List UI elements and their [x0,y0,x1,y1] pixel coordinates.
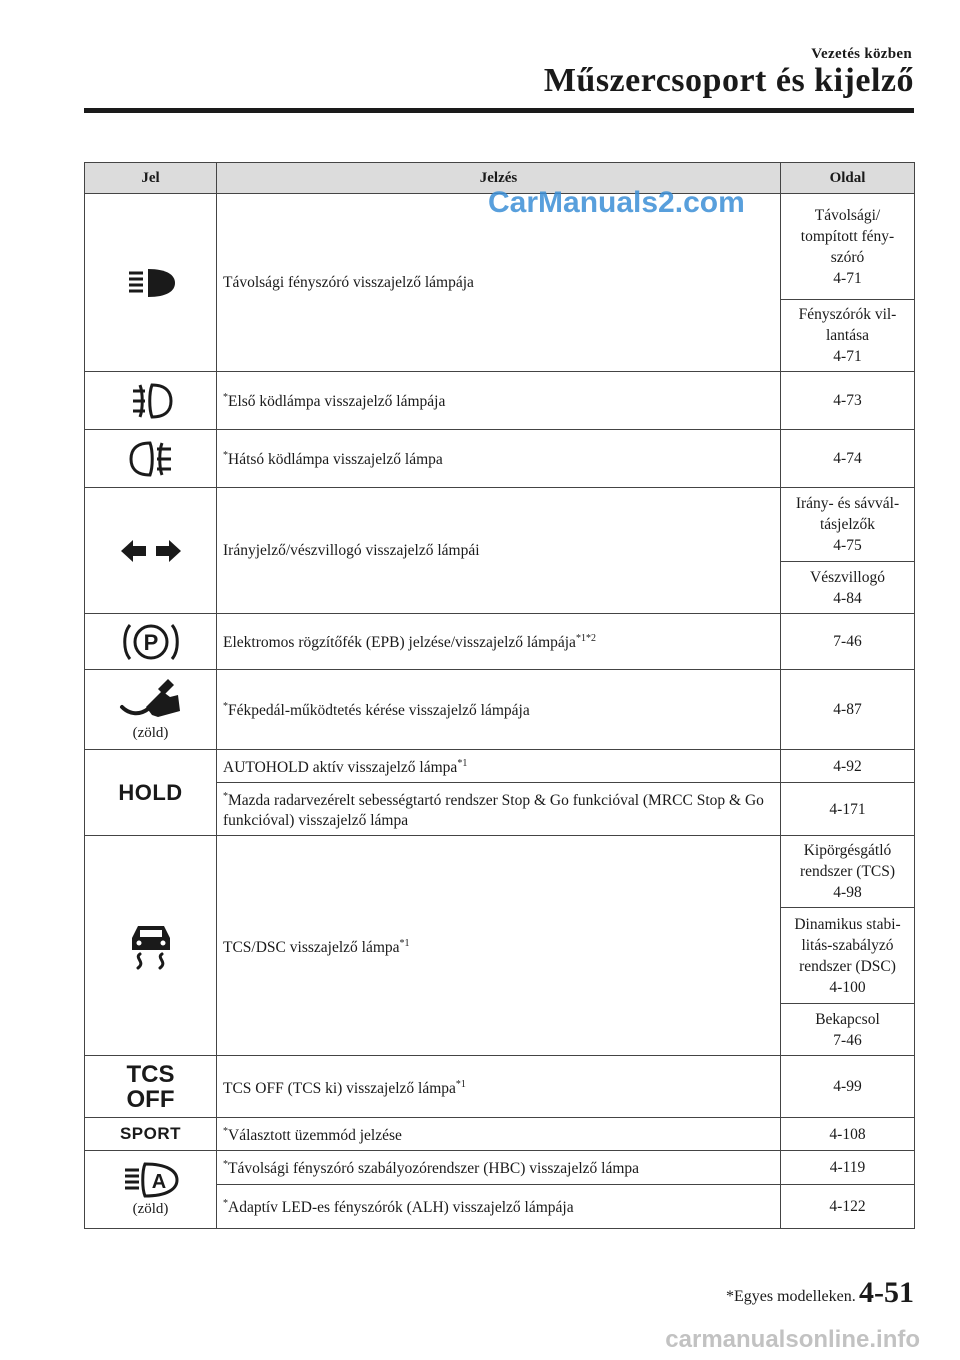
page-ref-line: Dinamikus stabi- [794,915,901,933]
page-cell [781,1184,915,1228]
description-text: TCS/DSC visszajelző lámpa [223,938,400,956]
description-cell [217,372,781,430]
page-ref-line: rendszer (DSC) [799,957,896,975]
description-cell [217,614,781,670]
color-label: (zöld) [132,725,169,741]
svg-text:A: A [151,1171,166,1194]
optional-marker: * [223,791,228,803]
page-cell [781,614,915,670]
page-cell [781,783,915,836]
section-title: Vezetés közben [811,46,912,62]
page-ref-number: 4-75 [833,537,862,554]
page-ref-number: 4-119 [829,1159,866,1177]
description-cell [217,488,781,614]
page-ref-number: 7-46 [833,633,862,650]
description-text: AUTOHOLD aktív visszajelző lámpa [223,759,458,777]
symbol-cell [85,670,217,750]
page-ref-line: tásjelzők [819,516,876,533]
description-cell [217,1151,781,1184]
symbol-cell [85,1151,217,1228]
brake-pedal-icon [118,677,184,723]
page-ref-line: Fényszórók vil- [798,306,897,323]
description-text: Távolsági fényszóró szabályozórendszer (HBC) visszajelző lámpa [228,1160,640,1178]
optional-marker: * [223,1198,228,1210]
svg-text:P: P [143,629,158,655]
table-row [85,750,915,783]
color-label: (zöld) [132,1201,169,1218]
footnote-marker: *1*2 [575,633,596,645]
hold-indicator-symbol: HOLD [118,779,183,805]
description-text: Első ködlámpa visszajelző lámpája [228,393,446,411]
page-number: 4-51 [859,1276,914,1309]
description-text: Hátsó ködlámpa visszajelző lámpa [228,451,443,469]
table-row [85,1118,915,1151]
footer-watermark: carmanualsonline.info [665,1326,920,1353]
page-cell [781,670,915,750]
table-row [85,836,915,908]
auto-high-beam-icon [121,1161,181,1199]
page-ref-number: 4-73 [833,392,862,409]
header-symbol: Jel [85,163,217,194]
turn-signal-icon [119,538,183,564]
indicator-table [84,162,915,1229]
description-cell [217,1118,781,1151]
page-ref-line: Bekapcsol [815,1010,880,1028]
page-ref-number: 4-74 [833,450,862,467]
page-cell [781,1004,915,1056]
description-cell [217,1184,781,1228]
symbol-cell [85,614,217,670]
tcs-off-symbol [127,1062,175,1112]
description-cell [217,1056,781,1118]
table-row [85,614,915,670]
rear-fog-icon [129,437,173,481]
page-ref-number: 4-98 [833,884,862,902]
page-cell [781,488,915,562]
description-cell [217,670,781,750]
description-cell [217,836,781,1056]
page-ref-line: litás-szabályzó [801,936,894,954]
page-cell [781,300,915,372]
description-text: Adaptív LED-es fényszórók (ALH) visszajelző lámpája [228,1199,574,1217]
symbol-cell [85,1118,217,1151]
description-cell [217,194,781,372]
page-ref-line: tompított fény- [800,227,895,245]
header-page: Oldal [781,163,915,194]
page-cell [781,908,915,1004]
description-cell [217,750,781,783]
off-symbol-line: OFF [126,1085,175,1113]
page-ref-number: 4-87 [833,701,862,718]
symbol-cell [85,372,217,430]
description-text: Fékpedál-működtetés kérése visszajelző lámpája [228,702,530,720]
table-row [85,1151,915,1184]
symbol-cell [85,430,217,488]
optional-marker: * [223,1126,228,1138]
page-ref-line: lantása [825,327,870,344]
table-row [85,670,915,750]
page-ref-number: 7-46 [833,1031,862,1049]
symbol-cell [85,750,217,836]
sport-mode-symbol: SPORT [119,1124,182,1144]
page-ref-line: szóró [830,248,865,266]
header-description: Jelzés [217,163,781,194]
page-ref-number: 4-100 [829,978,866,996]
footnote: *Egyes modelleken. [726,1288,856,1305]
parking-brake-icon [120,619,182,665]
page-ref-number: 4-171 [829,800,866,818]
optional-marker: * [223,392,228,404]
page-ref-line: Vészvillogó [810,568,885,586]
page-ref-number: 4-99 [833,1078,862,1096]
header-rule [84,108,914,113]
page-ref-line: Irány- és sávvál- [795,495,900,512]
optional-marker: * [223,701,228,713]
description-cell [217,430,781,488]
description-cell [217,783,781,836]
page-cell [781,562,915,614]
page-title: Műszercsoport és kijelző [543,62,914,99]
optional-marker: * [223,450,228,462]
table-row [85,488,915,562]
description-text: TCS OFF (TCS ki) visszajelző lámpa [223,1079,456,1097]
optional-marker: * [223,1159,228,1171]
page-ref-number: 4-108 [829,1125,866,1143]
page-ref-line: Kipörgésgátló [803,842,892,860]
symbol-cell [85,194,217,372]
footnote-marker: *1 [399,937,410,949]
symbol-cell [85,836,217,1056]
page-cell [781,1151,915,1184]
table-row [85,372,915,430]
page-ref-number: 4-71 [833,269,862,287]
page-cell [781,836,915,908]
page-ref-number: 4-84 [833,589,862,607]
page-cell [781,194,915,300]
symbol-cell [85,1056,217,1118]
page-cell [781,430,915,488]
page-cell [781,372,915,430]
table-row [85,430,915,488]
symbol-cell [85,488,217,614]
page-ref-line: Távolsági/ [814,206,881,224]
page-ref-number: 4-92 [833,757,862,775]
description-text: Irányjelző/vészvillogó visszajelző lámpái [223,541,480,559]
page-ref-line: rendszer (TCS) [799,863,896,881]
watermark: CarManuals2.com [488,186,745,219]
description-text: Elektromos rögzítőfék (EPB) jelzése/visszajelző lámpája [223,634,576,652]
page-cell [781,750,915,783]
page-ref-number: 4-122 [829,1197,866,1215]
page-cell [781,1056,915,1118]
footnote-marker: *1 [455,1078,466,1090]
footnote-marker: *1 [457,758,468,769]
description-text: Távolsági fényszóró visszajelző lámpája [223,273,474,291]
description-text: Mazda radarvezérelt sebességtartó rendszer Stop & Go funkcióval (MRCC Stop & Go funkcióval) visszajelző lámpa [223,792,764,830]
description-text: Választott üzemmód jelzése [228,1127,402,1145]
tcs-symbol-line: TCS [126,1060,175,1088]
table-row [85,1056,915,1118]
front-fog-icon [129,379,173,423]
skid-car-icon [128,922,174,970]
high-beam-icon [123,266,179,300]
page-cell [781,1118,915,1151]
page-ref-number: 4-71 [833,348,862,365]
